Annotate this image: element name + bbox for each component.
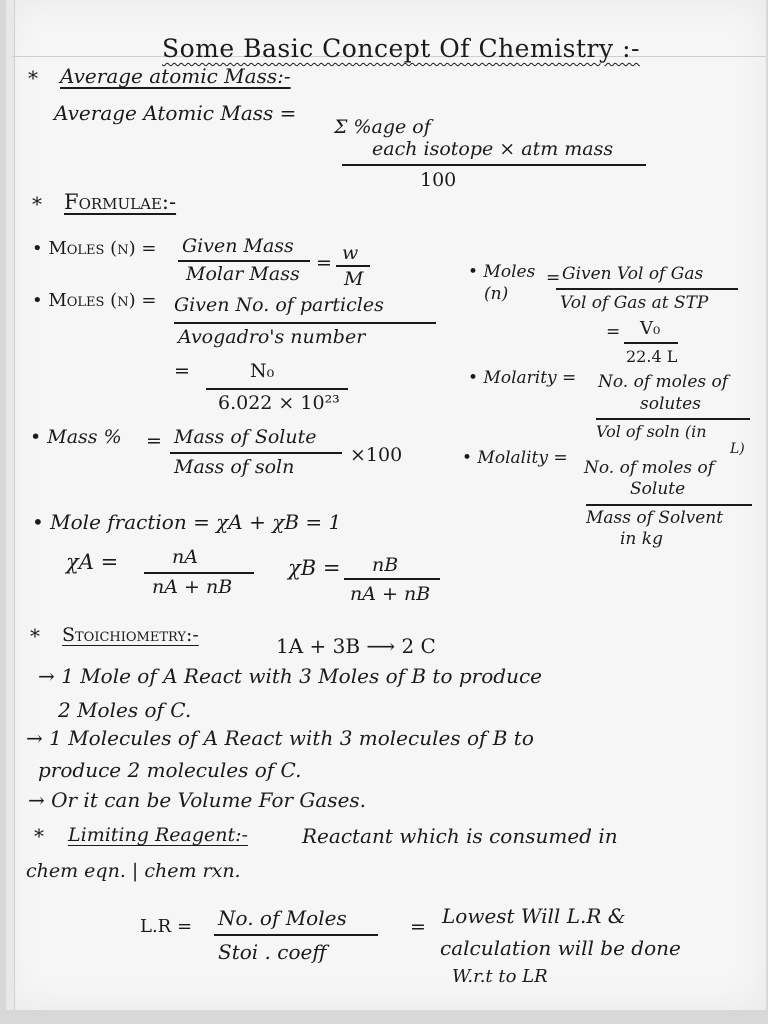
- fraction-bar: [214, 934, 378, 936]
- molality-denominator-line1: Mass of Solvent: [586, 508, 724, 528]
- avogadro-numerator: N₀: [250, 360, 275, 382]
- chi-a-denominator: nA + nB: [152, 576, 233, 598]
- mass-percent-multiplier: ×100: [350, 444, 403, 466]
- gas-moles-numerator: Given Vol of Gas: [562, 264, 704, 284]
- limiting-reagent-description-line1: Reactant which is consumed in: [302, 824, 618, 848]
- mole-fraction-line: • Mole fraction = χA + χB = 1: [32, 510, 342, 534]
- page-title: Some Basic Concept Of Chemistry :-: [162, 34, 640, 63]
- limiting-reagent-numerator: No. of Moles: [218, 906, 347, 930]
- molality-denominator-line2: in kg: [620, 529, 663, 549]
- fraction-bar: [206, 388, 348, 390]
- gas-moles-stp-volume: 22.4 L: [626, 347, 678, 366]
- gas-moles-v0: V₀: [640, 318, 661, 339]
- fraction-bar: [174, 322, 436, 324]
- equals-sign: =: [546, 268, 561, 288]
- fraction-bar: [170, 452, 342, 454]
- fraction-bar: [596, 418, 750, 420]
- moles-lhs: • Moles (n) =: [32, 238, 157, 259]
- moles-numerator-w: w: [342, 242, 359, 264]
- gas-moles-lhs: • Moles: [468, 262, 536, 282]
- molality-numerator-line1: No. of moles of: [584, 458, 715, 478]
- notebook-page: [6, 0, 766, 1010]
- limiting-reagent-denominator: Stoi . coeff: [218, 940, 327, 964]
- avg-mass-denominator: 100: [420, 169, 457, 191]
- molarity-denominator: Vol of soln (in: [596, 422, 707, 441]
- stoichiometry-line-1: → 1 Mole of A React with 3 Moles of B to produce: [38, 664, 542, 688]
- chi-b-lhs: χB =: [288, 556, 341, 580]
- mass-percent-numerator: Mass of Solute: [174, 426, 317, 448]
- stoichiometry-line-4: produce 2 molecules of C.: [38, 758, 302, 782]
- molarity-numerator-line2: solutes: [640, 394, 701, 414]
- limiting-reagent-rhs-line3: W.r.t to LR: [452, 966, 548, 987]
- fraction-bar: [144, 572, 254, 574]
- equals-sign: =: [316, 252, 332, 274]
- chi-a-lhs: χA =: [66, 550, 119, 574]
- moles-denominator: Molar Mass: [186, 263, 300, 285]
- molarity-numerator-line1: No. of moles of: [598, 372, 729, 392]
- equals-sign: =: [606, 322, 621, 342]
- moles-numerator: Given Mass: [182, 235, 294, 257]
- gas-moles-denominator: Vol of Gas at STP: [560, 293, 709, 313]
- avg-mass-numerator-line2: each isotope × atm mass: [372, 138, 614, 160]
- stoichiometry-line-2: 2 Moles of C.: [58, 698, 192, 722]
- moles-particles-lhs: • Moles (n) =: [32, 290, 157, 311]
- section-heading-stoichiometry: Stoichiometry:-: [62, 624, 199, 646]
- fraction-bar: [344, 578, 440, 580]
- fraction-bar: [342, 164, 646, 166]
- section-heading-limiting-reagent: Limiting Reagent:-: [68, 824, 248, 846]
- avg-mass-numerator-line1: Σ %age of: [334, 116, 431, 138]
- molality-numerator-line2: Solute: [630, 479, 686, 499]
- bullet-star: *: [30, 624, 40, 648]
- chi-b-denominator: nA + nB: [350, 583, 431, 605]
- equals-sign: =: [174, 360, 190, 382]
- molarity-unit: L): [730, 441, 745, 457]
- mass-percent-denominator: Mass of soln: [174, 456, 295, 478]
- avogadro-denominator: 6.022 × 10²³: [218, 392, 340, 414]
- equals-sign: =: [410, 916, 426, 938]
- stoichiometry-line-3: → 1 Molecules of A React with 3 molecules of B to: [26, 726, 534, 750]
- mass-percent-lhs: • Mass %: [30, 426, 122, 448]
- limiting-reagent-lhs: L.R =: [140, 916, 193, 937]
- chi-b-numerator: nB: [372, 554, 399, 576]
- bullet-star: *: [28, 66, 38, 90]
- moles-denominator-M: M: [344, 268, 364, 290]
- section-heading-average-atomic-mass: Average atomic Mass:-: [60, 64, 291, 88]
- fraction-bar: [586, 504, 752, 506]
- limiting-reagent-description-line2: chem eqn. | chem rxn.: [26, 860, 241, 882]
- limiting-reagent-rhs-line1: Lowest Will L.R &: [442, 904, 626, 928]
- bullet-star: *: [34, 824, 44, 848]
- gas-moles-symbol: (n): [484, 284, 509, 304]
- particles-denominator: Avogadro's number: [178, 326, 366, 348]
- molality-lhs: • Molality =: [462, 448, 568, 468]
- molarity-lhs: • Molarity =: [468, 368, 577, 388]
- limiting-reagent-rhs-line2: calculation will be done: [440, 936, 681, 960]
- equals-sign: =: [146, 430, 162, 452]
- page-edge: [6, 0, 15, 1010]
- particles-numerator: Given No. of particles: [174, 294, 384, 316]
- fraction-bar: [624, 342, 678, 344]
- avg-mass-lhs: Average Atomic Mass =: [54, 101, 297, 125]
- stoichiometry-line-5: → Or it can be Volume For Gases.: [28, 788, 367, 812]
- bullet-star: *: [32, 192, 42, 216]
- stoichiometry-equation: 1A + 3B ⟶ 2 C: [276, 634, 436, 658]
- chi-a-numerator: nA: [172, 546, 198, 568]
- fraction-bar: [178, 260, 310, 262]
- section-heading-formulae: Formulae:-: [64, 190, 177, 214]
- fraction-bar: [336, 265, 370, 267]
- fraction-bar: [556, 288, 738, 290]
